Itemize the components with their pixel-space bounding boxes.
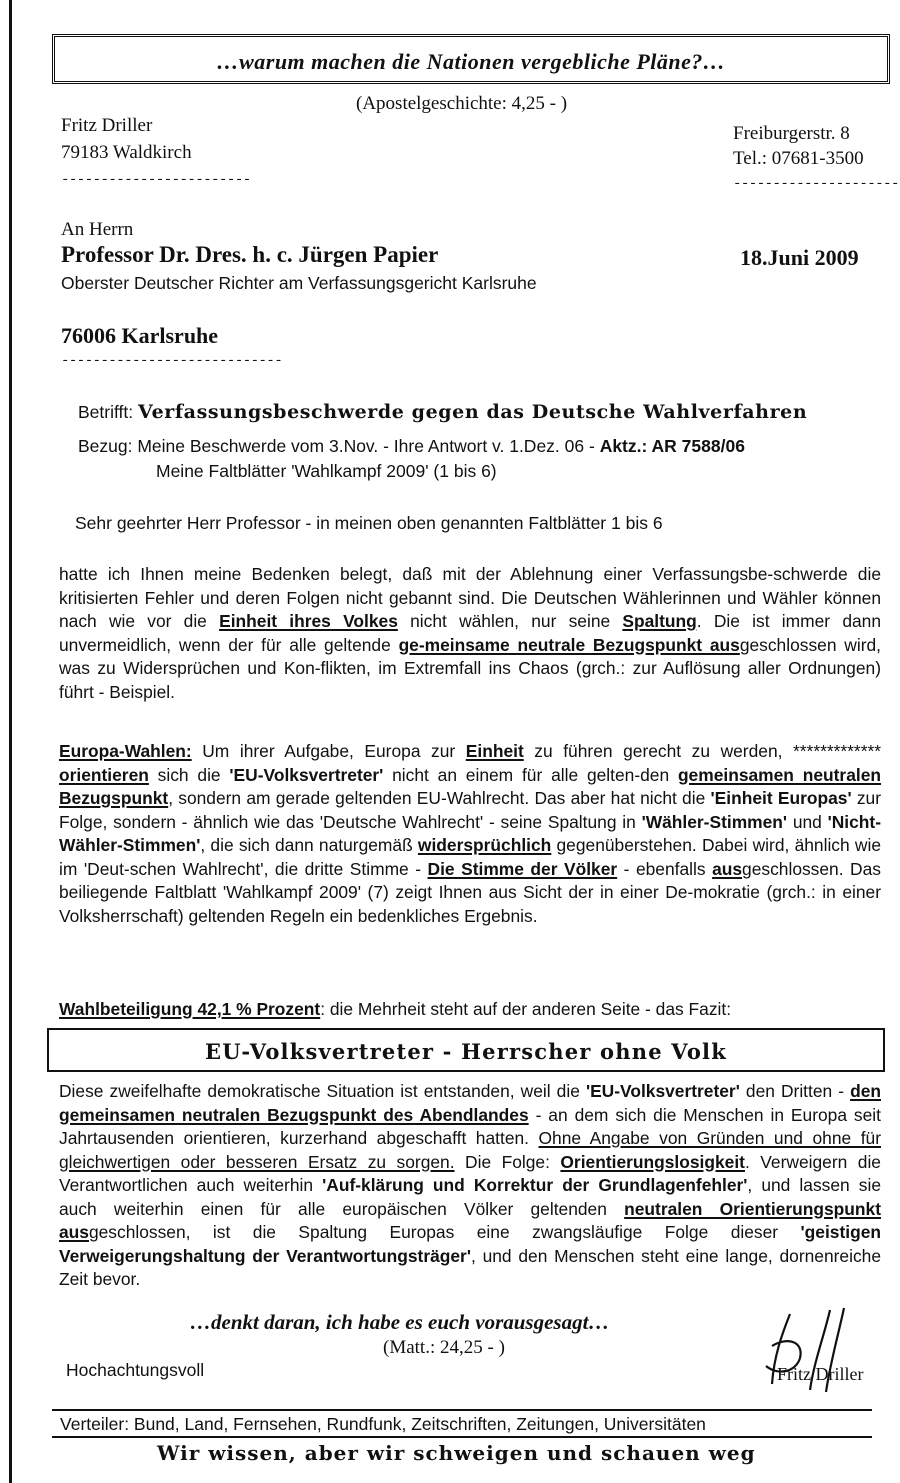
footer-rule-2 <box>52 1436 872 1438</box>
p2-text-g: und <box>787 811 828 832</box>
reference-label: Bezug: <box>78 436 133 456</box>
sender-right-dashes: --------------------- <box>733 176 899 192</box>
p2-emph-bezugspunkt: gemeinsamen neutralen Bezugspunkt <box>59 764 881 808</box>
headline-banner <box>47 1028 885 1072</box>
p2-text-a: Um ihrer Aufgabe, Europa zur <box>191 741 466 761</box>
p4-text-i: , und den Menschen steht eine lange, dornenreiche Zeit bevor. <box>59 1245 881 1289</box>
p4-emph-orientierungspunkt: neutralen Orientierungspunkt <box>624 1198 881 1219</box>
p2-emph-europa: Europa-Wahlen: <box>59 741 192 761</box>
p2-emph-einheit: Einheit <box>465 741 524 761</box>
p4-text-e: . Verweigern die Verantwortlichen auch weiterhin <box>59 1151 881 1195</box>
paragraph-3 <box>59 998 881 1022</box>
closing-quote: …denkt daran, ich habe es euch vorausgesagt… <box>190 1310 610 1334</box>
recipient-city: 76006 Karlsruhe <box>61 323 219 348</box>
p4-text-b: den Dritten - <box>739 1081 851 1101</box>
p1-text-b: nicht wählen, nur seine <box>397 611 623 631</box>
p4-emph-aus: aus <box>59 1222 89 1242</box>
p4-emph-abendland: den gemeinsamen neutralen Bezugspunkt des Abendlandes <box>59 1081 882 1125</box>
subject-line <box>78 401 807 423</box>
p2-bold-nichtwaehler: 'Nicht-Wähler-Stimmen' <box>59 811 881 855</box>
p4-emph-ohne-angabe: Ohne Angabe von Gründen und ohne für gleichwertigen oder besseren Ersatz zu sorgen. <box>59 1128 881 1172</box>
sender-city: 79183 Waldkirch <box>61 142 192 163</box>
p4-text-c: - an dem sich die Menschen in Europa seit Jahrtausenden orientieren, kurzerhand abgeschafft hatten. <box>59 1104 881 1148</box>
recipient-dashes: ---------------------------- <box>61 353 283 369</box>
p2-bold-einheit-europas: 'Einheit Europas' <box>710 788 852 808</box>
p4-text-f: , und lassen sie auch weiterhin einen für alle europäischen Völker geltenden <box>59 1175 882 1219</box>
p1-text-d: geschlossen wird, was zu Widersprüchen und Kon-flikten, im Extremfall ins Chaos (grch.: zur Auflösung aller Ordnungen) führt - Beispiel. <box>59 634 881 702</box>
recipient-title: Oberster Deutscher Richter am Verfassungsgericht Karlsruhe <box>61 273 537 293</box>
p2-text-i: gegenüberstehen. Dabei wird, ähnlich wie im 'Deut-schen Wahlrecht', die dritte Stimme - <box>59 835 881 879</box>
reference-line-2: Meine Faltblätter 'Wahlkampf 2009' (1 bis 6) <box>156 461 497 481</box>
p4-bold-aufklaerung: 'Auf-klärung und Korrektur der Grundlagenfehler' <box>322 1175 748 1195</box>
paragraph-2 <box>59 740 881 928</box>
p4-bold-eu: 'EU-Volksvertreter' <box>585 1081 740 1101</box>
sender-phone: Tel.: 07681-3500 <box>733 148 864 169</box>
recipient-salutation: An Herrn <box>61 219 134 240</box>
subject-text: Verfassungsbeschwerde gegen das Deutsche Wahlverfahren <box>138 401 808 423</box>
p2-text-h: , die sich dann naturgemäß <box>200 835 418 855</box>
p2-text-k: geschlossen. Das beiliegende Faltblatt 'Wahlkampf 2009' (7) zeigt Ihnen aus Sicht der in einer De-mokratie (grch.: in einer Volksherrschaft) geltenden Regeln ein bedenkliches Ergebnis. <box>59 858 881 926</box>
recipient-name: Professor Dr. Dres. h. c. Jürgen Papier <box>61 242 439 267</box>
motto-reference: (Apostelgeschichte: 4,25 - ) <box>356 93 568 114</box>
p1-text-a: hatte ich Ihnen meine Bedenken belegt, daß mit der Ablehnung einer Verfassungsbe-schwerde die kritisierten Fehler und deren Folgen nicht gebannt sind. Die Deutschen Wählerinnen und Wähler können nach wie vor die <box>59 564 881 631</box>
p4-text-a: Diese zweifelhafte demokratische Situation ist entstanden, weil die <box>59 1081 586 1101</box>
p3-emph-turnout: Wahlbeteiligung 42,1 % Prozent <box>59 999 321 1019</box>
p2-stars: ************* <box>793 741 881 761</box>
sender-street: Freiburgerstr. 8 <box>733 123 850 144</box>
subject-label: Betrifft: <box>78 402 134 422</box>
motto-text: …warum machen die Nationen vergebliche Pläne?… <box>216 49 726 74</box>
p2-emph-widerspruch: widersprüchlich <box>417 835 552 855</box>
p1-emph-reference: ge-meinsame neutrale Bezugspunkt aus <box>398 634 740 655</box>
p1-emph-split: Spaltung <box>622 611 697 631</box>
p4-emph-orientierungslos: Orientierungslosigkeit <box>560 1151 745 1172</box>
p2-text-b: zu führen gerecht zu werden, <box>523 741 783 761</box>
p4-text-h: geschlossen, ist die Spaltung Europas eine zwangsläufige Folge dieser <box>88 1222 801 1242</box>
p2-text-c: sich die <box>148 764 230 785</box>
p2-emph-orientieren: orientieren <box>59 764 149 785</box>
p2-bold-waehler: 'Wähler-Stimmen' <box>641 811 788 832</box>
p3-text-a: : die Mehrheit steht auf der anderen Seite - das Fazit: <box>320 999 732 1019</box>
footer-rule <box>52 1409 872 1411</box>
p2-text-f: zur Folge, sondern - ähnlich wie das 'Deutsche Wahlrecht' - seine Spaltung in <box>59 788 881 832</box>
paragraph-4 <box>59 1080 881 1292</box>
greeting: Sehr geehrter Herr Professor - in meinen oben genannten Faltblätter 1 bis 6 <box>75 513 663 533</box>
p2-text-d: nicht an einem für alle gelten-den <box>383 764 678 785</box>
p4-bold-verweigerung: 'geistigen Verweigerungshaltung der Verantwortungsträger' <box>59 1222 881 1266</box>
paragraph-1 <box>59 563 881 704</box>
reference-line <box>78 436 745 457</box>
reference-file-number: Aktz.: AR 7588/06 <box>599 436 745 456</box>
banner-text: EU-Volksvertreter - Herrscher ohne Volk <box>205 1039 727 1064</box>
closing-reference: (Matt.: 24,25 - ) <box>383 1337 505 1358</box>
p2-emph-aus: aus <box>712 858 743 879</box>
footer-slogan: Wir wissen, aber wir schweigen und schauen weg <box>157 1441 756 1465</box>
p2-emph-stimme: Die Stimme der Völker <box>427 858 618 879</box>
p1-emph-unity: Einheit ihres Volkes <box>219 611 398 631</box>
p4-text-d: Die Folge: <box>454 1151 561 1172</box>
motto-box <box>52 34 890 84</box>
sender-name: Fritz Driller <box>61 115 153 136</box>
signature-name: Fritz Driller <box>777 1364 864 1384</box>
p2-bold-eu: 'EU-Volksvertreter' <box>229 764 384 785</box>
sender-dashes: ------------------------ <box>61 172 251 188</box>
p2-text-e: , sondern am gerade geltenden EU-Wahlrecht. Das aber hat nicht die <box>168 788 711 808</box>
closing-regards: Hochachtungsvoll <box>66 1360 205 1380</box>
p1-text-c: . Die ist immer dann unvermeidlich, wenn der für alle geltende <box>59 611 882 655</box>
left-margin-line <box>9 0 12 1483</box>
footer-distribution: Verteiler: Bund, Land, Fernsehen, Rundfunk, Zeitschriften, Zeitungen, Universitäten <box>60 1414 706 1434</box>
p2-text-j: - ebenfalls <box>617 858 713 879</box>
letter-date: 18.Juni 2009 <box>740 245 859 270</box>
reference-text: Meine Beschwerde vom 3.Nov. - Ihre Antwort v. 1.Dez. 06 - <box>137 436 600 456</box>
